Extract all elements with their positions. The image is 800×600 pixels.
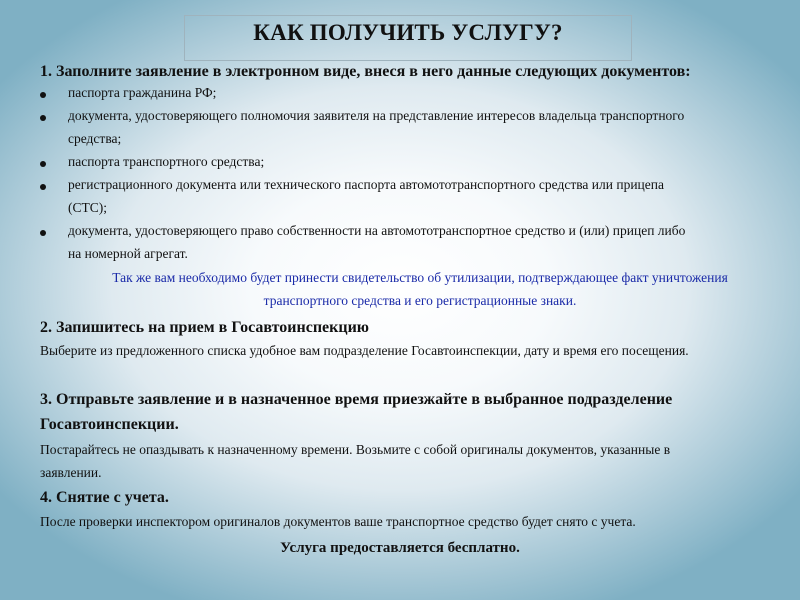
bullet-icon — [40, 230, 46, 236]
step-3-heading-line-2: Госавтоинспекции. — [40, 416, 179, 433]
page-title: КАК ПОЛУЧИТЬ УСЛУГУ? — [253, 20, 563, 45]
step-1-heading: 1. Заполните заявление в электронном виде, внеся в него данные следующих документов: — [40, 63, 691, 80]
bullet-5-line-2: на номерной агрегат. — [68, 246, 188, 261]
bullet-icon — [40, 115, 46, 121]
bullet-1-line-1: паспорта гражданина РФ; — [68, 85, 217, 100]
bullet-3-line-1: паспорта транспортного средства; — [68, 154, 265, 169]
bullet-icon — [40, 161, 46, 167]
step-3-text-line-1: Постарайтесь не опаздывать к назначенному времени. Возьмите с собой оригиналы документов, указанные в — [40, 442, 671, 457]
bullet-4-line-2: (СТС); — [68, 200, 107, 215]
bullet-5-line-1: документа, удостоверяющего право собственности на автомототранспортное средство и (или) прицеп либо — [68, 223, 686, 238]
step-4-text: После проверки инспектором оригиналов документов ваше транспортное средство будет снято с учета. — [40, 514, 636, 529]
bullet-2-line-1: документа, удостоверяющего полномочия заявителя на представление интересов владельца транспортного — [68, 108, 685, 123]
bullet-icon — [40, 184, 46, 190]
bullet-icon — [40, 92, 46, 98]
bullet-2-line-2: средства; — [68, 131, 122, 146]
bullet-4-line-1: регистрационного документа или технического паспорта автомототранспортного средства или прицепа — [68, 177, 664, 192]
free-service-note: Услуга предоставляется бесплатно. — [280, 540, 520, 556]
note-line-2: транспортного средства и его регистрационные знаки. — [263, 293, 577, 308]
note-line-1: Так же вам необходимо будет принести свидетельство об утилизации, подтверждающее факт уничтожения — [112, 270, 728, 285]
step-3-heading-line-1: 3. Отправьте заявление и в назначенное время приезжайте в выбранное подразделение — [40, 391, 673, 408]
step-4-heading: 4. Снятие с учета. — [40, 489, 169, 506]
step-2-text: Выберите из предложенного списка удобное вам подразделение Госавтоинспекции, дату и время его посещения. — [40, 343, 689, 358]
step-3-text-line-2: заявлении. — [40, 465, 102, 480]
step-2-heading: 2. Запишитесь на прием в Госавтоинспекцию — [40, 319, 370, 336]
